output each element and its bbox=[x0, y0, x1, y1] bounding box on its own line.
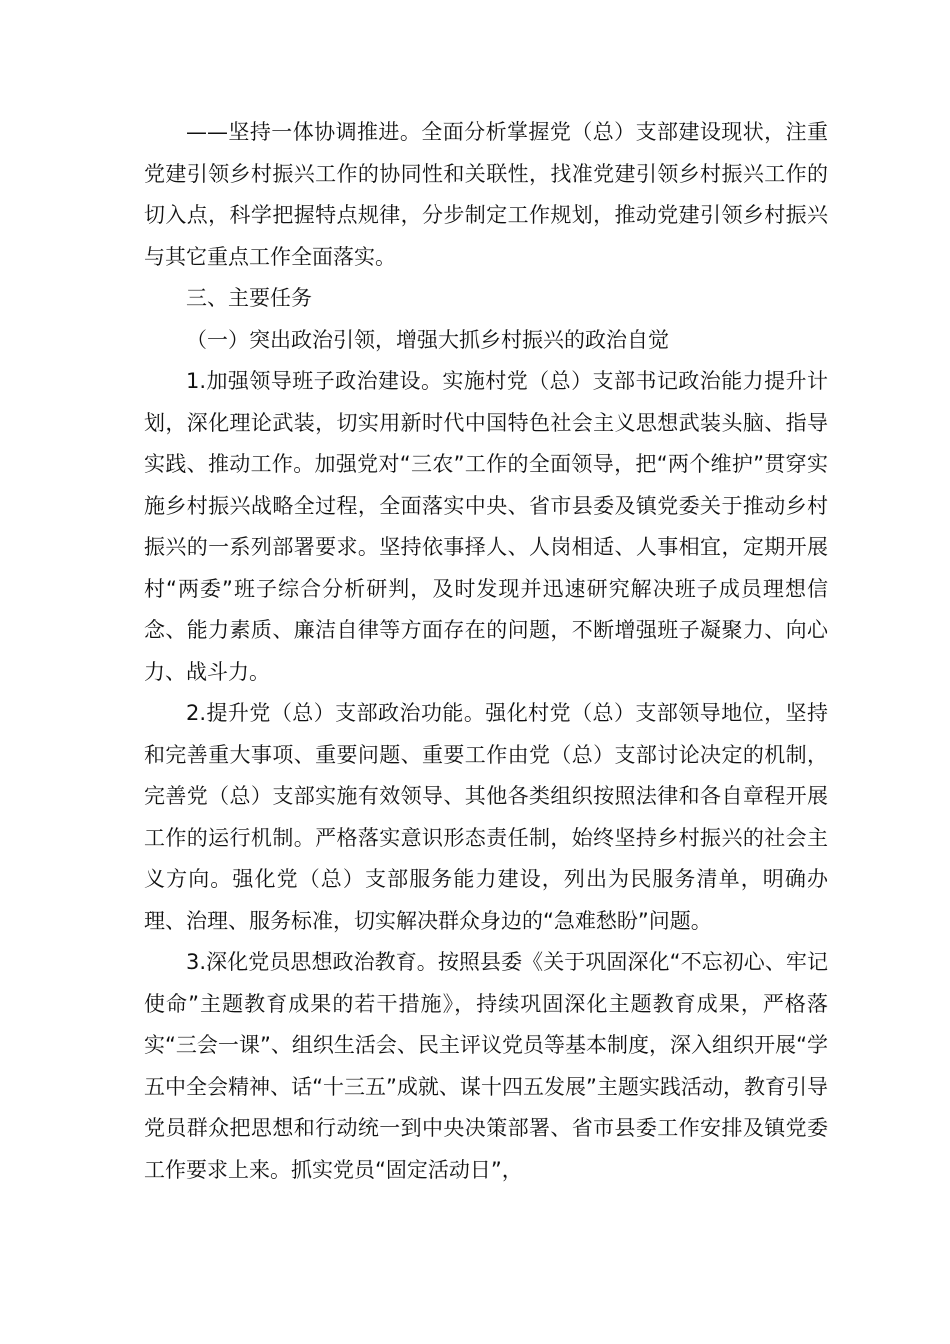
paragraph-item-3: 3.深化党员思想政治教育。按照县委《关于巩固深化“不忘初心、牢记使命”主题教育成果的若干措施》，持续巩固深化主题教育成果，严格落实“三会一课”、组织生活会、民主评议党员等基本制度，深入组织开展“学五中全会精神、话“十三五”成就、谋十四五发展”主题实践活动，教育引导党员群众把思想和行动统一到中央决策部署、省市县委工作安排及镇党委工作要求上来。抓实党员“固定活动日”， bbox=[144, 950, 828, 1182]
section-heading-main-tasks: 三、主要任务 bbox=[186, 286, 312, 310]
paragraph-principle-coordination: ——坚持一体协调推进。全面分析掌握党（总）支部建设现状，注重党建引领乡村振兴工作的协同性和关联性，找准党建引领乡村振兴工作的切入点，科学把握特点规律，分步制定工作规划，推动党建引领乡村振兴与其它重点工作全面落实。 bbox=[144, 120, 828, 269]
paragraph-item-2: 2.提升党（总）支部政治功能。强化村党（总）支部领导地位，坚持和完善重大事项、重要问题、重要工作由党（总）支部讨论决定的机制，完善党（总）支部实施有效领导、其他各类组织按照法律和各自章程开展工作的运行机制。严格落实意识形态责任制，始终坚持乡村振兴的社会主义方向。强化党（总）支部服务能力建设，列出为民服务清单，明确办理、治理、服务标准，切实解决群众身边的“急难愁盼”问题。 bbox=[144, 701, 828, 933]
document-body bbox=[144, 112, 828, 1191]
subsection-heading-political-leadership: （一）突出政治引领，增强大抓乡村振兴的政治自觉 bbox=[186, 327, 669, 352]
paragraph-item-1: 1.加强领导班子政治建设。实施村党（总）支部书记政治能力提升计划，深化理论武装，切实用新时代中国特色社会主义思想武装头脑、指导实践、推动工作。加强党对“三农”工作的全面领导，把“两个维护”贯穿实施乡村振兴战略全过程，全面落实中央、省市县委及镇党委关于推动乡村振兴的一系列部署要求。坚持依事择人、人岗相适、人事相宜，定期开展村“两委”班子综合分析研判，及时发现并迅速研究解决班子成员理想信念、能力素质、廉洁自律等方面存在的问题，不断增强班子凝聚力、向心力、战斗力。 bbox=[144, 369, 828, 684]
